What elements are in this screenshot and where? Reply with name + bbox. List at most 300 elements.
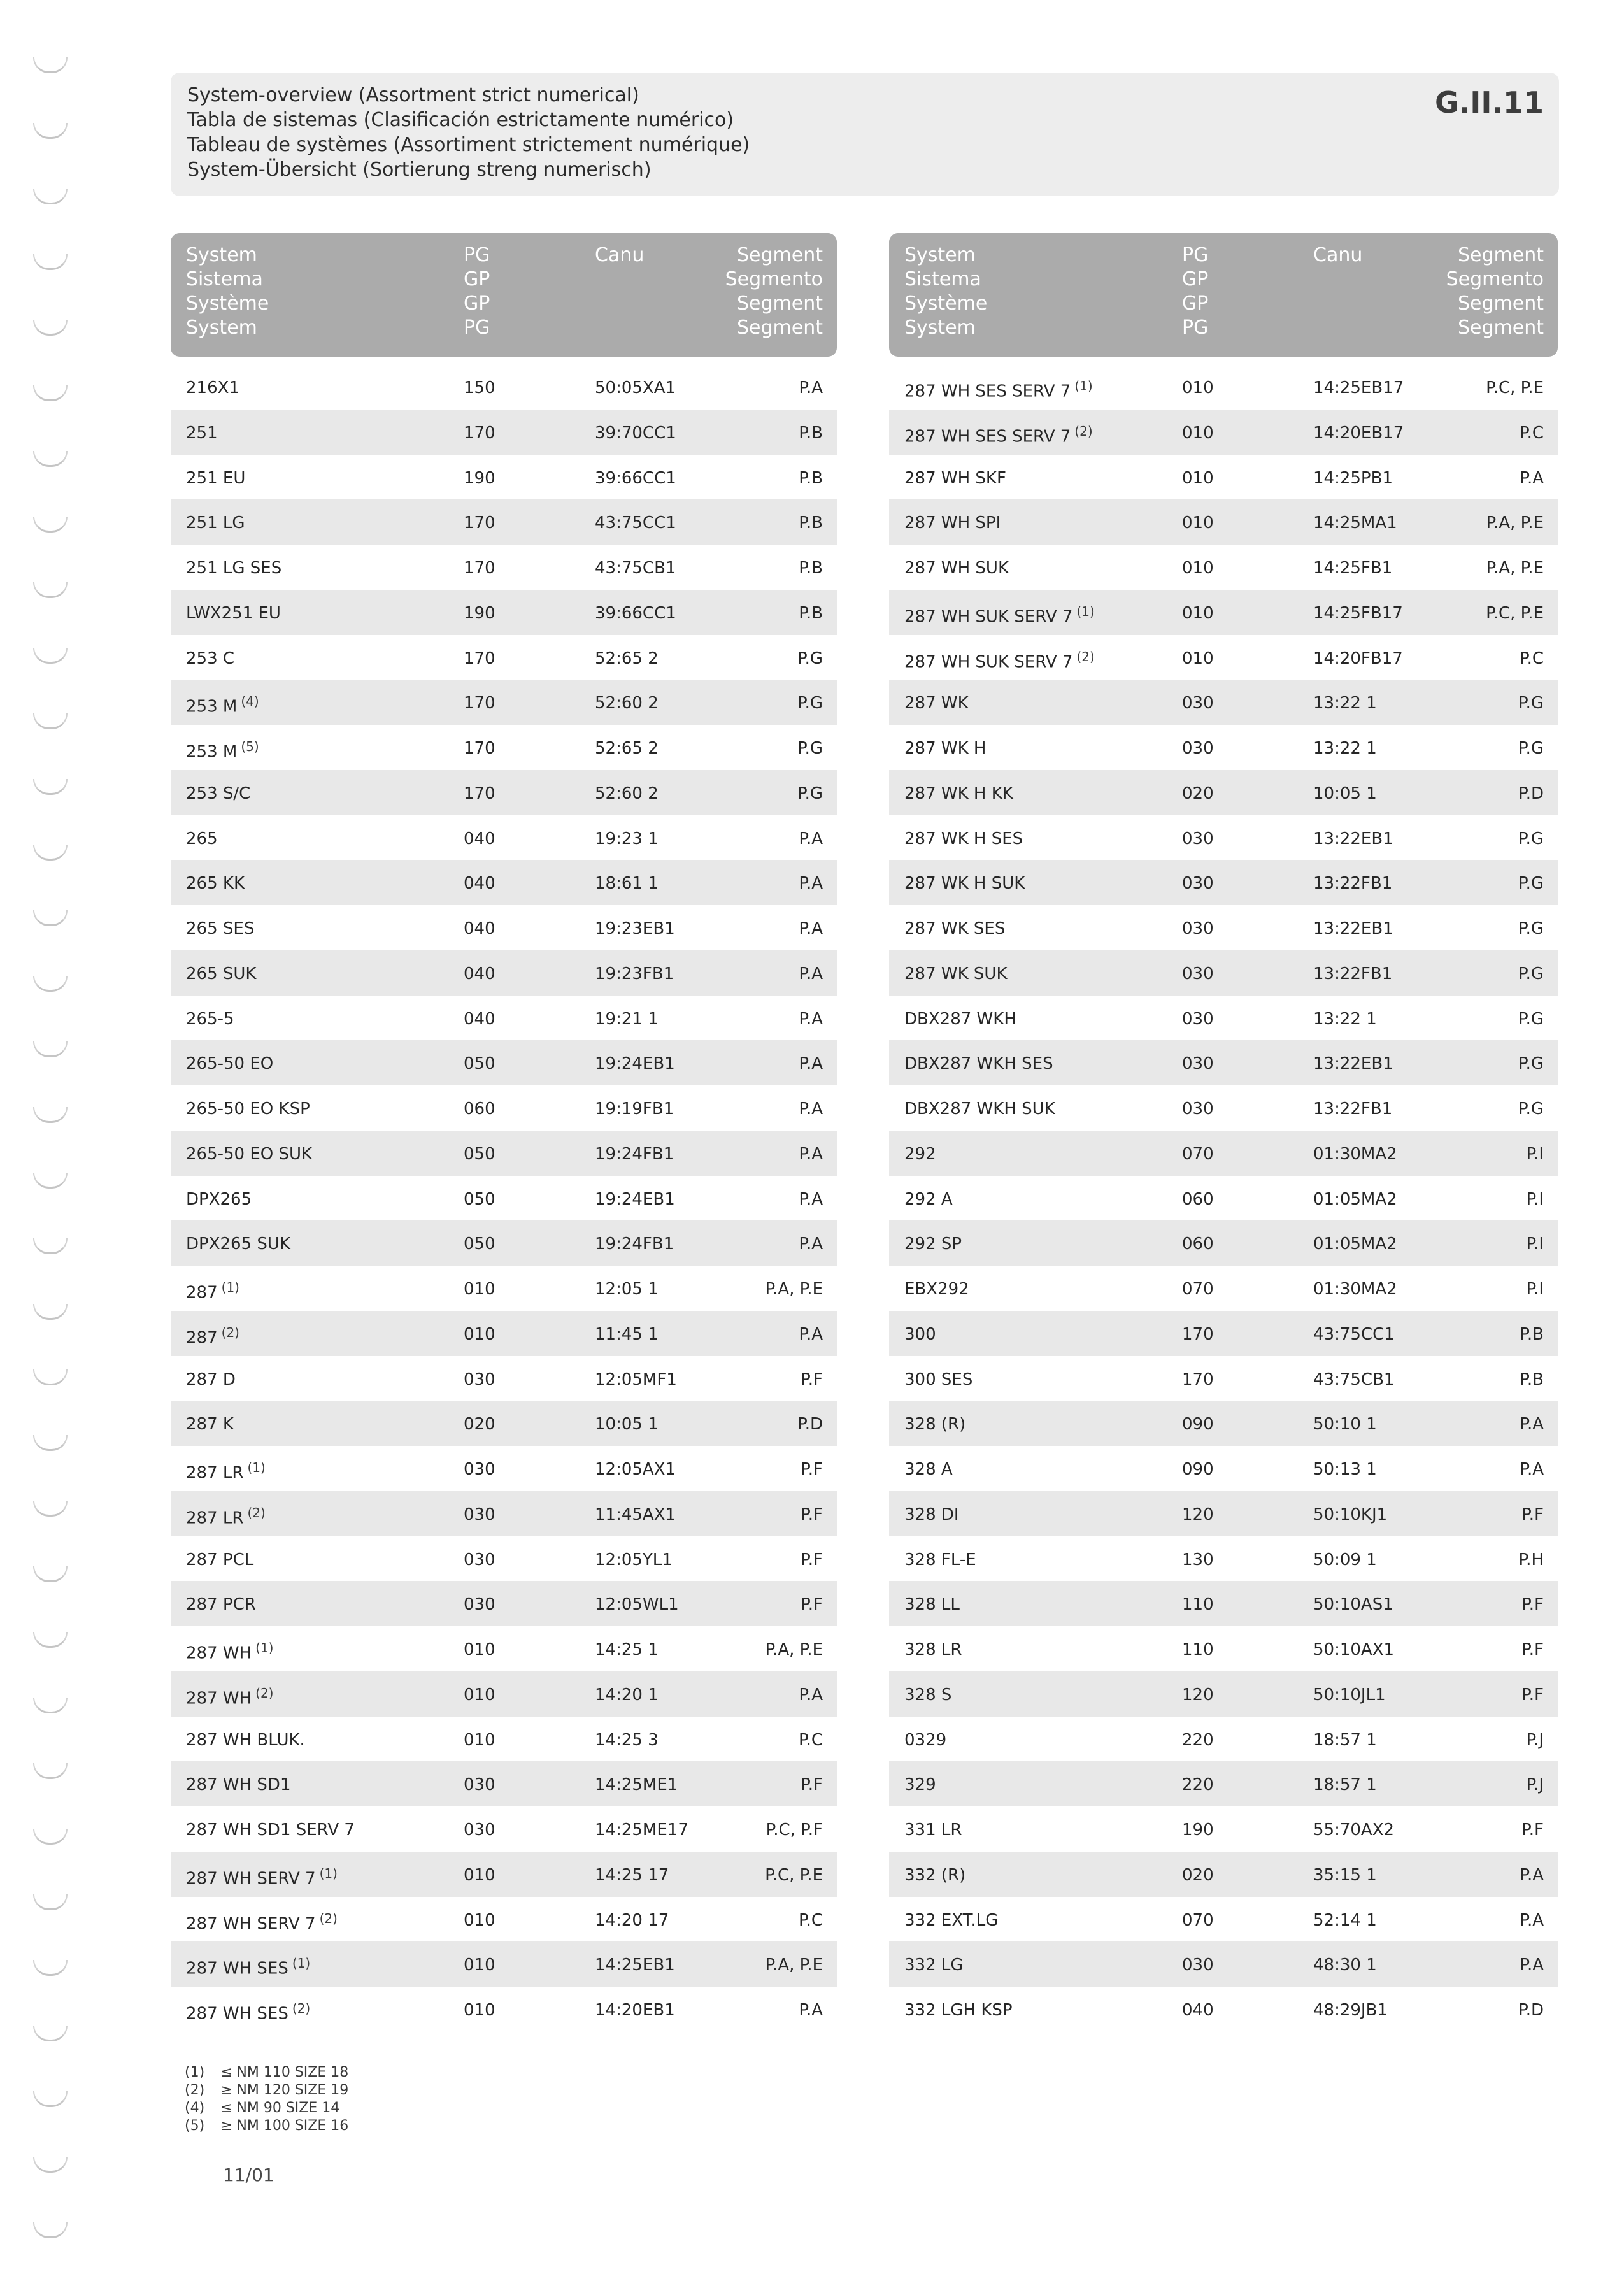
cell-segment: P.A, P.E [765,1956,823,1975]
cell-system: 287 WH SES $^{(1)}$ [186,1956,311,1978]
table-row [171,455,837,500]
cell-segment: P.F [801,1595,823,1615]
cell-pg: 040 [464,1009,495,1029]
cell-pg: 010 [1182,513,1214,533]
footnote-ref: (2) [1074,423,1093,439]
table-row [889,725,1558,770]
binder-ring [33,1894,68,1910]
cell-canu: 14:25ME1 [595,1775,678,1795]
cell-canu: 01:05MA2 [1313,1189,1397,1209]
cell-segment: P.D [797,1415,823,1434]
cell-system: 287 WH SUK [904,559,1009,578]
table-row [171,1987,837,2032]
cell-system: 328 (R) [904,1415,966,1434]
cell-pg: 010 [1182,648,1214,668]
cell-pg: 220 [1182,1775,1214,1795]
cell-pg: 010 [464,1685,495,1705]
cell-system: 265 SUK [186,964,257,983]
header-segment: Segment Segmento Segment Segment [725,244,823,339]
cell-system: 287 PCL [186,1550,254,1569]
cell-pg: 010 [464,1730,495,1750]
cell-system: 251 LG SES [186,559,282,578]
cell-canu: 18:57 1 [1313,1775,1377,1795]
cell-canu: 48:30 1 [1313,1956,1377,1975]
cell-pg: 170 [464,739,495,758]
cell-system: 287 WK [904,694,969,713]
cell-system: 287 WK SUK [904,964,1008,983]
cell-pg: 030 [464,1775,495,1795]
binder-ring [33,1435,68,1451]
cell-segment: P.G [1518,1054,1544,1074]
cell-pg: 110 [1182,1640,1214,1659]
cell-system: 265-50 EO [186,1054,274,1074]
table-row [889,1761,1558,1806]
cell-segment: P.G [797,694,823,713]
cell-canu: 18:61 1 [595,874,659,894]
cell-canu: 19:19FB1 [595,1099,674,1119]
table-row [889,1626,1558,1671]
table-row [171,1220,837,1266]
footnotes [185,2064,348,2135]
cell-system: 251 EU [186,468,246,488]
page-number: 11/01 [223,2164,274,2185]
cell-segment: P.D [1518,783,1544,803]
cell-segment: P.A [1520,1865,1544,1885]
table-row [171,1671,837,1717]
table-row [171,1491,837,1536]
cell-segment: P.G [1518,1009,1544,1029]
cell-segment: P.G [1518,874,1544,894]
table-row [171,1761,837,1806]
cell-canu: 39:70CC1 [595,423,676,443]
cell-segment: P.F [801,1369,823,1389]
cell-segment: P.J [1526,1775,1544,1795]
cell-canu: 48:29JB1 [1313,2001,1388,2020]
cell-system: 300 SES [904,1369,973,1389]
cell-pg: 030 [1182,1009,1214,1029]
cell-system: 287 WH SKF [904,468,1006,488]
cell-canu: 14:25 3 [595,1730,659,1750]
footnote: (1) ≤ NM 110 SIZE 18 [185,2064,349,2080]
cell-pg: 090 [1182,1415,1214,1434]
cell-system: 287 $^{(1)}$ [186,1280,239,1303]
cell-system: 253 C [186,648,235,668]
table-row [171,1626,837,1671]
cell-pg: 190 [1182,1820,1214,1840]
cell-segment: P.B [1520,1324,1544,1344]
cell-canu: 13:22EB1 [1313,1054,1393,1074]
cell-segment: P.F [801,1550,823,1569]
table-row [889,590,1558,635]
cell-canu: 13:22 1 [1313,739,1377,758]
binder-ring [33,123,68,139]
binder-ring [33,1960,68,1976]
cell-canu: 13:22 1 [1313,694,1377,713]
cell-pg: 060 [1182,1189,1214,1209]
cell-canu: 19:23 1 [595,829,659,848]
cell-canu: 19:24EB1 [595,1054,675,1074]
cell-system: 332 LG [904,1956,964,1975]
binder-ring [33,713,68,729]
cell-pg: 040 [464,829,495,848]
cell-canu: 19:23FB1 [595,964,674,983]
cell-pg: 030 [1182,1054,1214,1074]
cell-pg: 020 [464,1415,495,1434]
cell-system: 287 K [186,1415,234,1434]
cell-system: DPX265 [186,1189,252,1209]
cell-system: LWX251 EU [186,603,281,623]
cell-canu: 50:10 1 [1313,1415,1377,1434]
cell-canu: 19:21 1 [595,1009,659,1029]
cell-canu: 52:65 2 [595,648,659,668]
cell-canu: 50:10AX1 [1313,1640,1395,1659]
cell-system: 328 LR [904,1640,962,1659]
table-row [889,364,1558,410]
table-row [889,1491,1558,1536]
cell-canu: 14:25 17 [595,1865,669,1885]
table-row [171,545,837,590]
footnote-ref: (2) [1076,648,1095,664]
cell-pg: 030 [1182,694,1214,713]
cell-canu: 14:20 17 [595,1910,669,1930]
cell-segment: P.C [1519,423,1544,443]
cell-pg: 040 [1182,2001,1214,2020]
cell-pg: 010 [1182,423,1214,443]
cell-system: 287 WH SUK SERV 7 $^{(2)}$ [904,648,1095,672]
cell-pg: 010 [1182,468,1214,488]
table-row [171,815,837,861]
binder-ring [33,1041,68,1057]
cell-system: 332 LGH KSP [904,2001,1013,2020]
table-row [171,770,837,815]
cell-pg: 170 [464,783,495,803]
cell-canu: 19:23EB1 [595,919,675,938]
table-row [889,1131,1558,1176]
cell-canu: 52:60 2 [595,694,659,713]
table-row [171,725,837,770]
cell-system: 265-50 EO KSP [186,1099,310,1119]
cell-pg: 040 [464,964,495,983]
cell-canu: 10:05 1 [1313,783,1377,803]
cell-pg: 090 [1182,1460,1214,1479]
cell-system: 292 SP [904,1234,962,1254]
cell-segment: P.F [801,1460,823,1479]
table-row [171,1401,837,1446]
cell-canu: 14:20 1 [595,1685,659,1705]
table-row [171,1941,837,1987]
cell-system: 287 LR $^{(1)}$ [186,1460,266,1483]
binder-ring [33,1304,68,1320]
table-row [171,1717,837,1762]
cell-segment: P.A [799,378,823,397]
cell-canu: 14:25FB1 [1313,559,1393,578]
table-row [171,1176,837,1221]
cell-system: 287 WH SUK SERV 7 $^{(1)}$ [904,603,1095,627]
cell-canu: 12:05MF1 [595,1369,677,1389]
cell-system: 328 A [904,1460,953,1479]
cell-segment: P.B [799,468,823,488]
cell-segment: P.G [1518,694,1544,713]
table-row [171,996,837,1041]
cell-canu: 01:05MA2 [1313,1234,1397,1254]
table-row [889,1897,1558,1942]
table-row [889,1085,1558,1131]
table-row [171,1311,837,1356]
header-system: System Sistema Système System [904,244,988,339]
cell-canu: 14:25PB1 [1313,468,1393,488]
cell-canu: 14:25ME17 [595,1820,688,1840]
cell-system: 292 [904,1144,936,1164]
cell-system: 253 S/C [186,783,251,803]
cell-segment: P.G [1518,1099,1544,1119]
cell-canu: 12:05YL1 [595,1550,673,1569]
cell-segment: P.G [797,783,823,803]
cell-segment: P.F [1521,1685,1544,1705]
cell-segment: P.B [799,423,823,443]
binder-ring [33,1632,68,1648]
table-row [171,1536,837,1582]
cell-system: 287 WH SERV 7 $^{(2)}$ [186,1910,338,1934]
table-row [171,499,837,545]
cell-system: 287 WH BLUK. [186,1730,305,1750]
cell-segment: P.F [1521,1505,1544,1524]
table-row [889,860,1558,905]
cell-pg: 020 [1182,783,1214,803]
table-row [889,1806,1558,1852]
binder-ring [33,1501,68,1517]
cell-canu: 43:75CC1 [595,513,676,533]
table-row [889,455,1558,500]
footnote-ref: (1) [292,1956,311,1971]
cell-canu: 11:45AX1 [595,1505,676,1524]
table-row [171,950,837,996]
cell-pg: 220 [1182,1730,1214,1750]
table-row [171,1040,837,1085]
cell-canu: 52:65 2 [595,739,659,758]
footnote-ref: (2) [221,1324,239,1340]
binder-ring [33,2026,68,2041]
cell-segment: P.A [799,2001,823,2020]
cell-canu: 43:75CC1 [1313,1324,1395,1344]
footnote-ref: (5) [241,739,259,754]
binder-ring [33,1173,68,1189]
footnote: (2) ≥ NM 120 SIZE 19 [185,2082,349,2098]
footnote-ref: (1) [247,1460,266,1475]
cell-pg: 040 [464,919,495,938]
binder-ring [33,1566,68,1582]
binder-ring [33,1763,68,1779]
table-row [889,1266,1558,1311]
table-left [171,233,837,2032]
cell-pg: 030 [464,1595,495,1615]
cell-system: 265 KK [186,874,245,894]
cell-segment: P.A [799,1144,823,1164]
cell-pg: 070 [1182,1144,1214,1164]
cell-system: 332 EXT.LG [904,1910,999,1930]
cell-canu: 19:24FB1 [595,1234,674,1254]
cell-pg: 120 [1182,1685,1214,1705]
cell-pg: 030 [1182,739,1214,758]
table-right [889,233,1558,2032]
table-row [171,1131,837,1176]
footnote-ref: (1) [255,1640,274,1655]
table-row [171,1581,837,1626]
cell-pg: 030 [464,1820,495,1840]
table-row [889,1717,1558,1762]
cell-segment: P.F [1521,1640,1544,1659]
cell-segment: P.G [1518,919,1544,938]
binder-ring [33,385,68,401]
cell-pg: 030 [464,1505,495,1524]
cell-pg: 170 [1182,1324,1214,1344]
cell-system: 253 M $^{(5)}$ [186,739,259,762]
table-row [889,1401,1558,1446]
cell-system: 287 WH SPI [904,513,1001,533]
cell-system: 265-50 EO SUK [186,1144,313,1164]
cell-canu: 50:10JL1 [1313,1685,1386,1705]
footnote-ref: (2) [247,1505,266,1520]
cell-system: 292 A [904,1189,953,1209]
binder-ring [33,845,68,861]
cell-system: 328 S [904,1685,952,1705]
cell-segment: P.B [799,559,823,578]
cell-segment: P.I [1526,1144,1544,1164]
cell-segment: P.I [1526,1234,1544,1254]
table-row [889,1176,1558,1221]
cell-canu: 13:22FB1 [1313,964,1393,983]
cell-system: 287 WH SD1 SERV 7 [186,1820,355,1840]
cell-segment: P.A, P.E [765,1280,823,1299]
cell-segment: P.A [799,1234,823,1254]
cell-segment: P.A [1520,1460,1544,1479]
cell-pg: 050 [464,1054,495,1074]
cell-segment: P.J [1526,1730,1544,1750]
header-canu: Canu [595,244,645,266]
cell-canu: 14:25EB17 [1313,378,1404,397]
table-row [171,905,837,950]
binder-ring [33,2222,68,2238]
cell-system: 287 WK H SES [904,829,1023,848]
cell-system: 331 LR [904,1820,962,1840]
cell-system: 328 FL-E [904,1550,976,1569]
cell-pg: 030 [464,1369,495,1389]
cell-system: DBX287 WKH SUK [904,1099,1055,1119]
table-row [889,1311,1558,1356]
binder-ring [33,2157,68,2173]
table-row [171,635,837,680]
header-pg: PG GP GP PG [464,244,490,339]
cell-segment: P.A [799,1009,823,1029]
cell-canu: 01:30MA2 [1313,1280,1397,1299]
cell-canu: 14:25 1 [595,1640,659,1659]
cell-pg: 030 [1182,874,1214,894]
cell-pg: 040 [464,874,495,894]
header-system: System Sistema Système System [186,244,269,339]
table-row [889,1220,1558,1266]
cell-segment: P.I [1526,1280,1544,1299]
cell-pg: 030 [1182,1956,1214,1975]
cell-segment: P.F [1521,1820,1544,1840]
cell-canu: 50:10AS1 [1313,1595,1393,1615]
cell-pg: 010 [464,2001,495,2020]
cell-system: 328 LL [904,1595,960,1615]
cell-segment: P.G [797,739,823,758]
header-title-fr: Tableau de systèmes (Assortiment strictement numérique) [187,134,750,156]
cell-canu: 13:22FB1 [1313,874,1393,894]
cell-canu: 43:75CB1 [595,559,676,578]
table-row [171,860,837,905]
page-header [171,73,1559,196]
cell-pg: 170 [1182,1369,1214,1389]
cell-pg: 070 [1182,1280,1214,1299]
cell-system: 265 [186,829,218,848]
cell-system: 287 WK SES [904,919,1006,938]
cell-segment: P.C [1519,648,1544,668]
cell-pg: 170 [464,559,495,578]
cell-system: 287 WH $^{(1)}$ [186,1640,274,1663]
footnote-ref: (2) [255,1685,274,1701]
cell-segment: P.A [799,829,823,848]
cell-system: 251 [186,423,218,443]
binder-ring [33,910,68,926]
cell-segment: P.B [799,603,823,623]
cell-pg: 030 [1182,964,1214,983]
footnote-ref: (1) [1074,378,1093,394]
cell-segment: P.D [1518,2001,1544,2020]
cell-segment: P.G [1518,739,1544,758]
binder-ring [33,2091,68,2107]
cell-canu: 50:09 1 [1313,1550,1377,1569]
header-pg: PG GP GP PG [1182,244,1209,339]
cell-pg: 010 [464,1956,495,1975]
cell-segment: P.C, P.E [765,1865,823,1885]
cell-canu: 52:60 2 [595,783,659,803]
binder-ring [33,320,68,336]
cell-system: 328 DI [904,1505,959,1524]
cell-segment: P.A [1520,1415,1544,1434]
header-title-de: System-Übersicht (Sortierung streng numerisch) [187,159,652,181]
table-header [171,233,837,357]
cell-canu: 13:22EB1 [1313,919,1393,938]
section-code: G.II.11 [1435,85,1544,120]
header-segment: Segment Segmento Segment Segment [1446,244,1544,339]
binder-holes [33,57,84,2288]
cell-system: 251 LG [186,513,245,533]
cell-canu: 13:22 1 [1313,1009,1377,1029]
cell-pg: 010 [464,1640,495,1659]
cell-system: 253 M $^{(4)}$ [186,694,259,717]
cell-system: 287 WH SES SERV 7 $^{(2)}$ [904,423,1093,447]
cell-canu: 50:13 1 [1313,1460,1377,1479]
table-row [889,635,1558,680]
cell-pg: 030 [464,1460,495,1479]
header-canu: Canu [1313,244,1363,266]
binder-ring [33,1829,68,1845]
cell-canu: 14:20EB1 [595,2001,675,2020]
cell-pg: 030 [1182,919,1214,938]
table-body [889,364,1558,2032]
footnote-ref: (1) [221,1280,239,1295]
cell-system: 287 WH SERV 7 $^{(1)}$ [186,1865,338,1889]
cell-canu: 14:20EB17 [1313,423,1404,443]
cell-pg: 010 [1182,378,1214,397]
cell-canu: 35:15 1 [1313,1865,1377,1885]
binder-ring [33,451,68,467]
cell-segment: P.G [1518,964,1544,983]
cell-system: DPX265 SUK [186,1234,290,1254]
cell-segment: P.A [799,919,823,938]
footnote: (5) ≥ NM 100 SIZE 16 [185,2118,349,2134]
